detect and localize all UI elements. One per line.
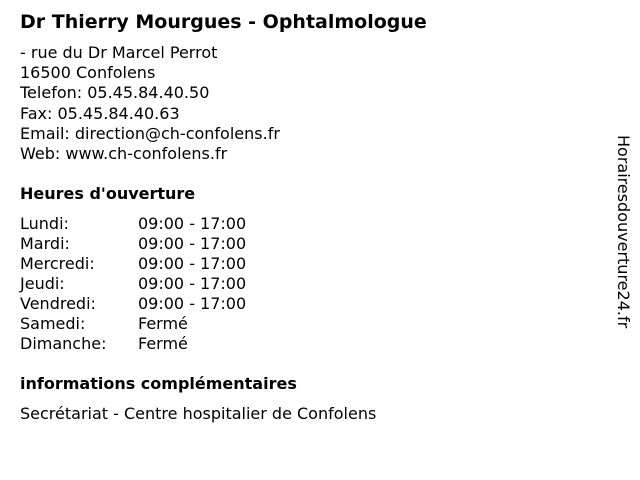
time-value: 09:00 - 17:00 xyxy=(138,234,247,253)
time-value: Fermé xyxy=(138,334,188,353)
day-label: Vendredi: xyxy=(20,294,96,313)
page-title: Dr Thierry Mourgues - Ophtalmologue xyxy=(20,11,427,33)
hours-row-dimanche xyxy=(20,334,246,354)
postal-city: 16500 Confolens xyxy=(20,63,156,83)
day-label: Samedi: xyxy=(20,314,86,333)
opening-hours-heading: Heures d'ouverture xyxy=(20,184,196,203)
hours-row-mardi xyxy=(20,234,246,254)
hours-row-lundi xyxy=(20,214,246,234)
time-value: Fermé xyxy=(138,314,188,333)
site-watermark: Horairesdouverture24.fr xyxy=(614,135,633,329)
hours-row-mercredi xyxy=(20,254,246,274)
time-value: 09:00 - 17:00 xyxy=(138,254,247,273)
day-label: Dimanche: xyxy=(20,334,107,353)
opening-hours-table xyxy=(20,214,246,354)
day-label: Mercredi: xyxy=(20,254,95,273)
time-value: 09:00 - 17:00 xyxy=(138,214,247,233)
additional-info-text: Secrétariat - Centre hospitalier de Confolens xyxy=(20,404,377,423)
day-label: Jeudi: xyxy=(20,274,65,293)
day-label: Mardi: xyxy=(20,234,70,253)
day-label: Lundi: xyxy=(20,214,69,233)
contact-block xyxy=(20,43,280,164)
additional-info-heading: informations complémentaires xyxy=(20,374,297,393)
phone-line: Telefon: 05.45.84.40.50 xyxy=(20,83,210,103)
fax-line: Fax: 05.45.84.40.63 xyxy=(20,103,180,123)
time-value: 09:00 - 17:00 xyxy=(138,274,247,293)
street-address: - rue du Dr Marcel Perrot xyxy=(20,43,218,62)
hours-row-vendredi xyxy=(20,294,246,314)
hours-row-jeudi xyxy=(20,274,246,294)
hours-row-samedi xyxy=(20,314,246,334)
web-line: Web: www.ch-confolens.fr xyxy=(20,144,228,164)
time-value: 09:00 - 17:00 xyxy=(138,294,247,313)
email-line: Email: direction@ch-confolens.fr xyxy=(20,123,280,143)
